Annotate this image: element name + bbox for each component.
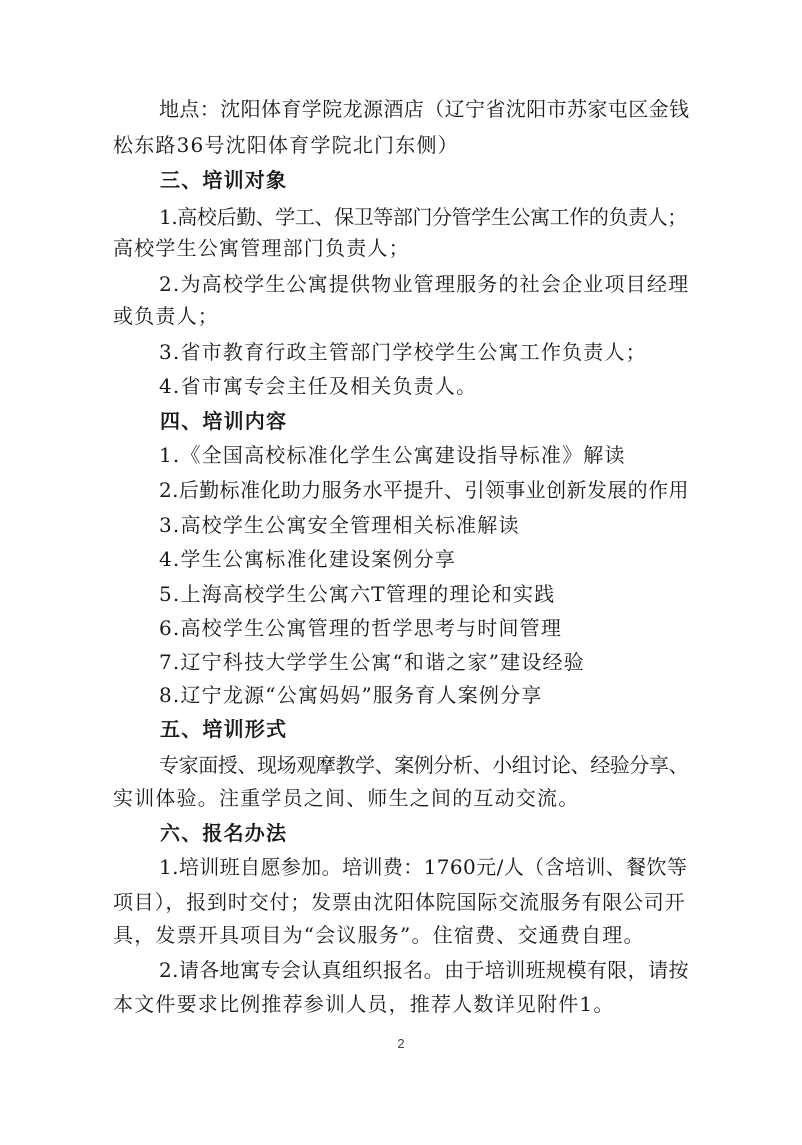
section-6-text: 项目），报到时交付；发票由沈阳体院国际交流服务有限公司开: [113, 890, 686, 914]
section-6-text: 本文件要求比例推荐参训人员，推荐人数详见附件1。: [113, 992, 615, 1016]
section-4-item: 5.上海高校学生公寓六T管理的理论和实践: [159, 582, 556, 606]
section-4-item: 7.辽宁科技大学学生公寓“和谐之家”建设经验: [159, 650, 585, 674]
section-6-text: 1.培训班自愿参加。培训费：1760元/人（含培训、餐饮等: [159, 855, 688, 879]
section-3-item: 4.省市寓专会主任及相关负责人。: [159, 374, 478, 398]
section-3-item: 高校学生公寓管理部门负责人；: [113, 236, 410, 260]
venue-line-2: 松东路36号沈阳体育学院北门东侧）: [113, 133, 459, 157]
section-3-item: 2.为高校学生公寓提供物业管理服务的社会企业项目经理: [159, 272, 690, 296]
section-3-item: 3.省市教育行政主管部门学校学生公寓工作负责人；: [159, 340, 647, 364]
venue-line-1: 地点：沈阳体育学院龙源酒店（辽宁省沈阳市苏家屯区金钱: [159, 97, 690, 121]
section-5-text: 实训体验。注重学员之间、师生之间的互动交流。: [113, 786, 580, 810]
section-4-item: 1.《全国高校标准化学生公寓建设指导标准》解读: [159, 443, 626, 467]
section-4-item: 2.后勤标准化助力服务水平提升、引领事业创新发展的作用: [159, 478, 689, 502]
section-3-heading: 三、培训对象: [160, 168, 288, 192]
section-4-item: 8.辽宁龙源“公寓妈妈”服务育人案例分享: [159, 683, 543, 707]
section-4-item: 3.高校学生公寓安全管理相关标准解读: [159, 513, 520, 537]
section-6-text: 具，发票开具项目为“会议服务”。住宿费、交通费自理。: [113, 923, 645, 947]
section-6-text: 2.请各地寓专会认真组织报名。由于培训班规模有限，请按: [159, 958, 689, 982]
page-number: 2: [397, 1036, 405, 1051]
section-4-item: 6.高校学生公寓管理的哲学思考与时间管理: [159, 616, 563, 640]
section-6-heading: 六、报名办法: [160, 821, 288, 845]
section-3-item: 1.高校后勤、学工、保卫等部门分管学生公寓工作的负责人；: [159, 205, 687, 229]
section-3-item: 或负责人；: [113, 304, 219, 328]
section-4-item: 4.学生公寓标准化建设案例分享: [159, 547, 457, 571]
section-5-text: 专家面授、现场观摩教学、案例分析、小组讨论、经验分享、: [159, 753, 689, 777]
section-4-heading: 四、培训内容: [160, 409, 288, 433]
section-5-heading: 五、培训形式: [160, 717, 288, 741]
